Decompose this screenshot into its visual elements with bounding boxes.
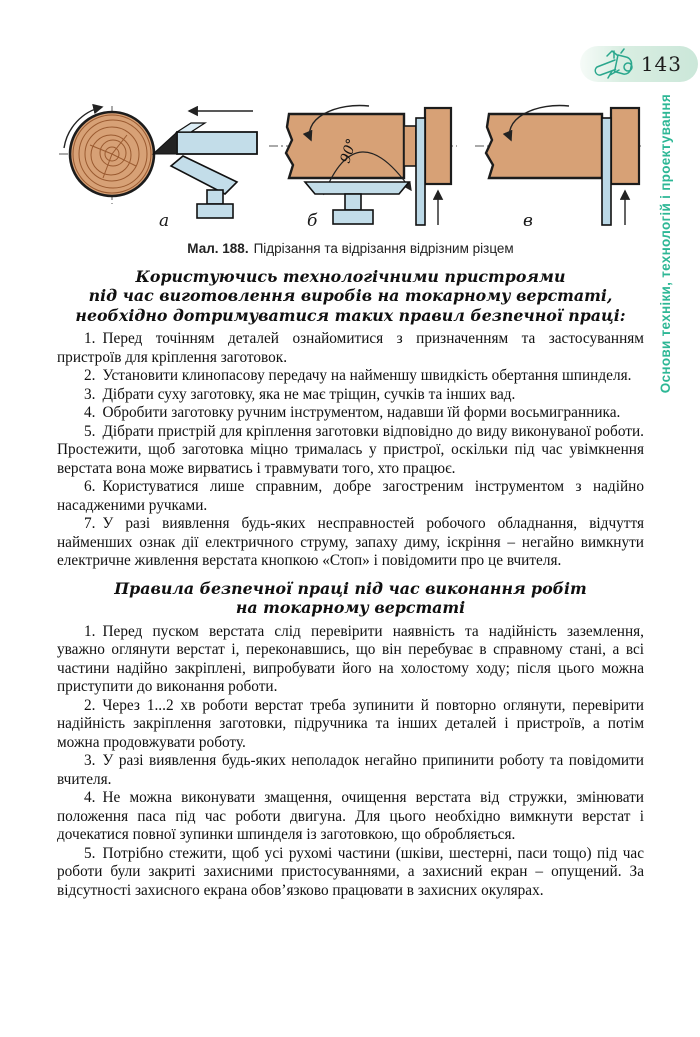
rule-item	[57, 623, 644, 697]
tool-rest-b	[305, 182, 409, 224]
rule-item	[57, 789, 644, 845]
page-content	[57, 0, 644, 900]
rule-number: 1.	[84, 622, 96, 640]
rules2-list	[57, 623, 644, 901]
rules2-heading-line1: Правила безпечної праці під час виконання робіт	[114, 578, 587, 598]
rule-number: 1.	[84, 330, 96, 348]
stock-end-b	[425, 108, 451, 184]
rule-number: 4.	[84, 789, 96, 807]
rule-text: Через 1...2 хв роботи верстат треба зупинити й повторно оглянути, перевірити надійність закріплення заготовки, підручника та інших деталей і пристроїв, а потім можна продовжувати роботу.	[57, 696, 644, 751]
chapter-vertical-label: Основи техніки, технологій і проектування	[658, 94, 673, 394]
rule-text: Дібрати пристрій для кріплення заготовки відповідно до виду виконуваної роботи. Простежити, щоб заготовка міцно трималась у пристрої, оскільки під час увімкнення верстата вона може вирватись і травмувати того, хто працює.	[57, 422, 644, 477]
figure-sub-label-b: б	[307, 211, 318, 230]
rule-number: 4.	[84, 404, 96, 422]
turned-neck-b	[404, 126, 416, 166]
rule-number: 3.	[84, 752, 96, 770]
rules1-list	[57, 330, 644, 571]
rule-text: Потрібно стежити, щоб усі рухомі частини (шківи, шестерні, паси тощо) під час роботи були закриті захисними пристосуваннями, а захисний екран – опущений. За відсутності захисного екрана обов’язково працювати в захисних окулярах.	[57, 844, 644, 899]
rule-item	[57, 367, 644, 386]
figure-sub-label-v: в	[523, 211, 533, 230]
figure-caption-text: Підрізання та відрізання відрізним різцем	[253, 241, 514, 256]
tool-rest-a	[171, 156, 237, 218]
stock-end-v	[611, 108, 639, 184]
rules1-heading-line1: Користуючись технологічними пристроями	[135, 267, 566, 286]
figure-sub-label-a: а	[159, 211, 170, 230]
rule-number: 5.	[84, 422, 96, 440]
growth-rings	[73, 115, 151, 193]
rule-text: У разі виявлення будь-яких несправностей робочого обладнання, відчуття найменших ознак дії електричного струму, запаху диму, іскріння – негайно вимкнути електричне живлення верстата кнопкою «Стоп» і повідомити про це вчителя.	[57, 515, 644, 570]
rule-item	[57, 404, 644, 423]
rule-item	[57, 752, 644, 789]
rule-number: 6.	[84, 478, 96, 496]
page-number: 143	[640, 52, 682, 76]
rules1-heading	[57, 267, 644, 325]
rule-text: Не можна виконувати змащення, очищення верстата від стружки, змінювати положення паса під час роботи двигуна. Для цього необхідно вимкнути верстат і дочекатися повної зупинки шпинделя із заготовкою, що обробляється.	[57, 789, 644, 844]
rules1-heading-line2: під час виготовлення виробів на токарному верстаті,	[88, 286, 613, 306]
rules1-heading-line3: необхідно дотримуватися таких правил безпечної праці:	[75, 305, 626, 325]
angle-label-90: 90°	[337, 136, 361, 166]
rule-number: 5.	[84, 844, 96, 862]
rule-text: У разі виявлення будь-яких неполадок негайно припинити роботу та повідомити вчителя.	[57, 752, 644, 788]
rule-text: Дібрати суху заготовку, яка не має тріщин, сучків та інших вад.	[102, 385, 516, 403]
figure-caption-number: Мал. 188.	[187, 241, 249, 256]
rule-item	[57, 330, 644, 367]
drawing-v-cutting-off	[475, 106, 641, 230]
rule-text: Установити клинопасову передачу на найменшу швидкість обертання шпинделя.	[102, 367, 632, 385]
rule-item	[57, 423, 644, 479]
rule-number: 7.	[84, 515, 96, 533]
rule-text: Обробити заготовку ручним інструментом, надавши їй форми восьмигранника.	[102, 404, 621, 422]
rule-item	[57, 478, 644, 515]
rule-number: 3.	[84, 385, 96, 403]
rule-item	[57, 845, 644, 901]
figure-188-drawing	[57, 98, 644, 230]
figure-caption	[57, 241, 644, 256]
rules2-heading	[57, 579, 644, 618]
drawing-b-facing-cut	[269, 106, 457, 230]
drawing-a-log-cross-section	[59, 106, 257, 230]
parting-blade-v	[602, 118, 611, 225]
workpiece-cylinder-v	[486, 114, 602, 178]
rule-item	[57, 515, 644, 571]
cutting-tool-a	[153, 123, 257, 154]
rule-number: 2.	[84, 696, 96, 714]
rule-item	[57, 386, 644, 405]
rule-text: Перед пуском верстата слід перевірити наявність та надійність заземлення, уважно оглянути верстат і, переконавшись, що він перебуває в справному стані, а всі частини надійно закріплені, випробувати його на холостому ходу; після цього можна приступити до виконання роботи.	[57, 622, 644, 696]
parting-blade-b	[416, 118, 425, 225]
rules2-heading-line2: на токарному верстаті	[235, 598, 466, 618]
figure-188	[57, 98, 644, 235]
rule-number: 2.	[84, 367, 96, 385]
rule-item	[57, 697, 644, 753]
rule-text: Користуватися лише справним, добре загостреним інструментом з надійно насадженими ручками.	[57, 478, 644, 514]
rule-text: Перед точінням деталей ознайомитися з призначенням та застосуванням пристроїв для кріплення заготовок.	[57, 330, 644, 366]
